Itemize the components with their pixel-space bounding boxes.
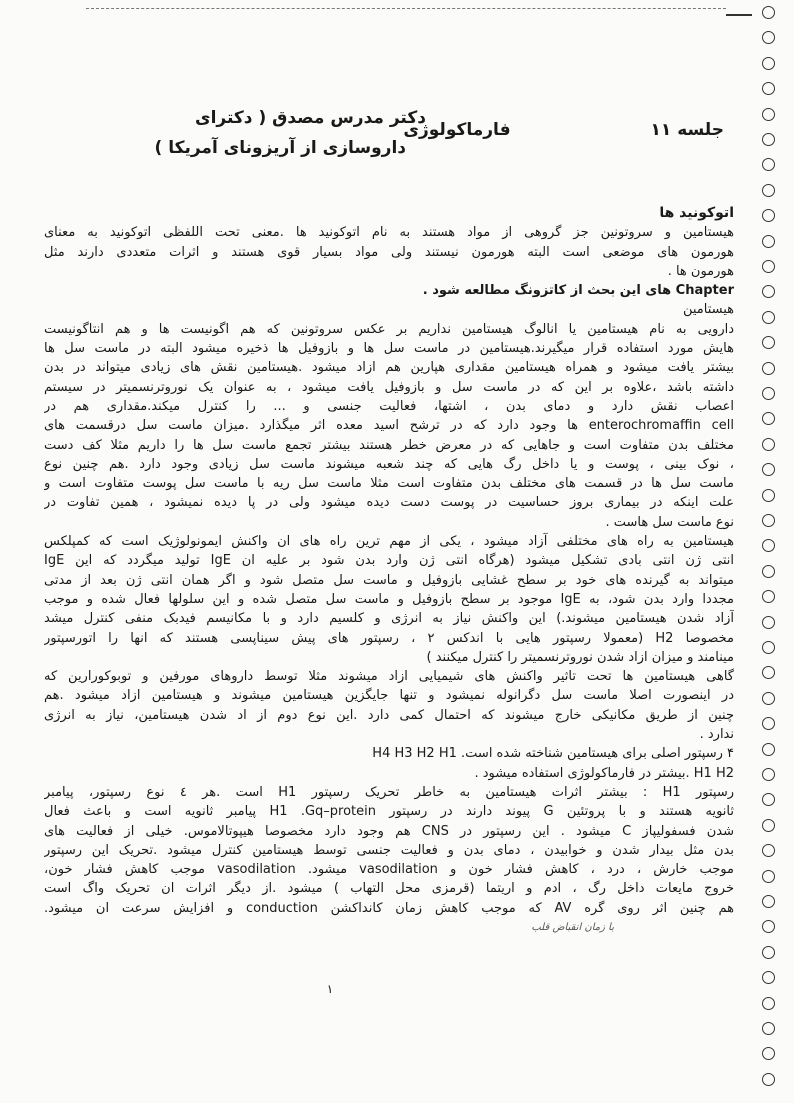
page-number: ١ bbox=[326, 982, 334, 996]
binding-ring bbox=[762, 895, 775, 908]
text-line: شدن فسفولیپاز C میشود . این رسپتور در CNS هم وجود دارد مخصوصا هیپوتالاموس. خیلی از فعالیت های bbox=[44, 823, 734, 839]
text-line: بیشتر یافت میشود و همراه هیستامین مقداری هپارین هم ازاد میشود .هیستامین نقش های زیادی میتواند در بدن bbox=[44, 360, 734, 376]
binding-ring bbox=[762, 489, 775, 502]
binding-ring bbox=[762, 463, 775, 476]
binding-ring bbox=[762, 641, 775, 654]
binding-ring bbox=[762, 235, 775, 248]
binding-ring bbox=[762, 438, 775, 451]
binding-ring bbox=[762, 387, 775, 400]
text-line: هورمون ها . bbox=[667, 263, 734, 279]
binding-ring bbox=[762, 260, 775, 273]
binding-ring bbox=[762, 158, 775, 171]
binding-ring bbox=[762, 768, 775, 781]
binding-ring bbox=[762, 311, 775, 324]
spiral-binding bbox=[754, 0, 794, 1103]
binding-ring bbox=[762, 514, 775, 527]
binding-ring bbox=[762, 209, 775, 222]
text-line: بدن مثل بیدار شدن و خوابیدن ، دمای بدن و فعالیت جنسی توسط هیستامین کنترل میشود .تحریک این رسپتور bbox=[44, 842, 734, 858]
text-line: ماست سل ها در قسمت های مختلف بدن متفاوت است مثلا ماست سل ریه با ماست سل پوست متفاوت است و bbox=[44, 476, 734, 492]
text-line: ندارد . bbox=[699, 727, 734, 743]
text-line: داشته باشد ،علاوه بر این که در ماست سل و بازوفیل یافت میشود ، به عنوان یک نوروترنسمیتر در سیستم bbox=[44, 379, 734, 395]
handwritten-note: با زمان انقباض قلب bbox=[531, 921, 614, 933]
author-line-1: دکتر مدرس مصدق ( دکترای bbox=[195, 108, 426, 128]
session-title: جلسه ۱۱ bbox=[650, 120, 724, 140]
text-line: خروج مایعات داخل رگ ، ادم و اریتما (قرمزی محل التهاب ) میشود .از دیگر اثرات ان تحریک واگ است bbox=[44, 881, 734, 897]
text-line: H1 H2 .بیشتر در فارماکولوژی استفاده میشود . bbox=[474, 765, 734, 781]
text-line: هیستامین و سروتونین جز گروهی از مواد هستند به نام اتوکونید ها .معنی تحت اللفظی اتوکونید به معنای bbox=[44, 225, 734, 241]
binding-ring bbox=[762, 870, 775, 883]
text-line: مجددا وارد بدن شود، به IgE موجود بر سطح بازوفیل و ماست سل متصل شده و این سلولها فعال شده و موجب bbox=[44, 591, 734, 607]
binding-ring bbox=[762, 1073, 775, 1086]
body-text bbox=[44, 204, 734, 937]
binding-ring bbox=[762, 57, 775, 70]
binding-ring bbox=[762, 971, 775, 984]
text-line: میتواند به گیرنده های خود بر سطح غشایی بازوفیل و ماست سل متصل شود و اگر همان انتی ژن بعد از مدتی bbox=[44, 572, 734, 588]
text-line: اعصاب نقش دارد و دمای بدن ، اشتها، فعالیت جنسی و ... را کنترل میکند.مقداری هم در bbox=[44, 398, 734, 414]
text-line: مختلف بدن متفاوت است و جاهایی که در معرض خطر هستند بیشتر تجمع ماست سل ها را داریم مثلا کف دست bbox=[44, 437, 734, 453]
binding-ring bbox=[762, 616, 775, 629]
author-line-2: داروسازی از آریزونای آمریکا ) bbox=[154, 138, 406, 158]
text-line: دارویی به نام هیستامین یا انالوگ هیستامین نداریم بر عکس سروتونین که هم اگونیست ها و هم انتاگونیست bbox=[44, 321, 734, 337]
binding-ring bbox=[762, 31, 775, 44]
binding-ring bbox=[762, 336, 775, 349]
binding-ring bbox=[762, 539, 775, 552]
binding-ring bbox=[762, 717, 775, 730]
binding-ring bbox=[762, 793, 775, 806]
text-line: علت اینکه در بیماری بروز حساسیت در پوست دست دیده میشود ولی در پا دیده نمیشود ، همین تفاوت در bbox=[44, 495, 734, 511]
binding-ring bbox=[762, 920, 775, 933]
text-line: ۴ رسپتور اصلی برای هیستامین شناخته شده است. H4 H3 H2 H1 bbox=[372, 746, 734, 762]
text-line: آزاد شدن هیستامین میشوند.) این واکنش نیاز به انرژی و کلسیم دارد و با مکانیسم فیدبک منفی کنترل میشد bbox=[44, 611, 734, 627]
binding-ring bbox=[762, 565, 775, 578]
text-line: مخصوصا H2 (معمولا رسپتور هایی با اندکس ۲ ، رسپتور های پیش سیناپسی هستند که انها را اتورسپتور bbox=[44, 630, 734, 646]
binding-ring bbox=[762, 819, 775, 832]
binding-ring bbox=[762, 133, 775, 146]
binding-ring bbox=[762, 6, 775, 19]
text-line: ، نوک بینی ، پوست و یا داخل رگ هایی که چند شعبه میشوند ماست سل زیادی وجود دارد .هم چنین نوع bbox=[44, 456, 734, 472]
binding-ring bbox=[762, 108, 775, 121]
text-line: هایش مورد استفاده قرار میگیرند.هیستامین در ماست سل ها و بازوفیل ها ذخیره میشود البته در ماست سل ها bbox=[44, 341, 734, 357]
binding-ring bbox=[762, 844, 775, 857]
text-line: هورمون های موضعی است البته هورمون نیستند ولی مواد بسیار قوی هستند و اثرات متعددی دارند مثل bbox=[44, 244, 734, 260]
text-line: Chapter های این بحث از کاتزونگ مطالعه شود . bbox=[422, 283, 734, 299]
subheading: هیستامین bbox=[682, 302, 734, 318]
binding-ring bbox=[762, 997, 775, 1010]
text-line: هم چنین اثر روی گره AV که موجب کاهش زمان کانداکشن conduction و افزایش سرعت ان میشود. bbox=[44, 900, 734, 916]
binding-ring bbox=[762, 590, 775, 603]
text-line: انتی ژن انتی بادی تشکیل میشود (هرگاه انتی ژن وارد بدن شود بر علیه ان IgE تولید میگردد که این IgE bbox=[44, 553, 734, 569]
section-heading: اتوکونید ها bbox=[659, 205, 734, 221]
binding-ring bbox=[762, 946, 775, 959]
binding-ring bbox=[762, 692, 775, 705]
text-line: هیستامین به راه های مختلفی آزاد میشود ، یکی از مهم ترین راه های ان واکنش ایمونولوژیک است که کمپلکس bbox=[44, 534, 734, 550]
binding-ring bbox=[762, 1047, 775, 1060]
text-line: گاهی هیستامین ها تحت تاثیر واکنش های شیمیایی ازاد میشوند مثلا توسط داروهای مورفین و توبوکورارین که bbox=[44, 669, 734, 685]
top-mark bbox=[726, 4, 752, 16]
binding-ring bbox=[762, 743, 775, 756]
top-dashed-line bbox=[86, 8, 726, 9]
binding-ring bbox=[762, 362, 775, 375]
binding-ring bbox=[762, 184, 775, 197]
binding-ring bbox=[762, 82, 775, 95]
text-line: نوع ماست سل هاست . bbox=[605, 514, 734, 530]
binding-ring bbox=[762, 412, 775, 425]
text-line: در اینصورت اصلا ماست سل دگرانوله نمیشود و تنها جایگزین هیستامین میشوند و هیستامین ازاد میشود .هم bbox=[44, 688, 734, 704]
text-line: چنین از طریق مکانیکی خارج میشوند که احتمال کمی دارد .این نوع دوم از اد شدن هیستامین، نیاز به انرژی bbox=[44, 707, 734, 723]
text-line: مینامند و میزان ازاد شدن نوروترنسمیتر را کنترل میکنند ) bbox=[426, 649, 734, 665]
binding-ring bbox=[762, 1022, 775, 1035]
text-line: enterochromaffin cell ها وجود دارد که در ترشح اسید معده اثر میگذارد .میزان ماست سل درقسمت های bbox=[44, 418, 734, 434]
binding-ring bbox=[762, 285, 775, 298]
text-line: ثانویه هستند و با پروتئین G پیوند دارند در رسپتور H1 .Gq–protein پیامبر ثانویه است و باعث فعال bbox=[44, 804, 734, 820]
text-line: رسپتور H1 : بیشتر اثرات هیستامین به خاطر تحریک رسپتور H1 است .هر ٤ نوع رسپتور، پیامبر bbox=[44, 784, 734, 800]
subject-title: فارماکولوژی bbox=[403, 120, 511, 140]
text-line: موجب خارش ، درد ، کاهش فشار خون و vasodilation میشود. vasodilation موجب کاهش فشار خون، bbox=[44, 862, 734, 878]
binding-ring bbox=[762, 666, 775, 679]
